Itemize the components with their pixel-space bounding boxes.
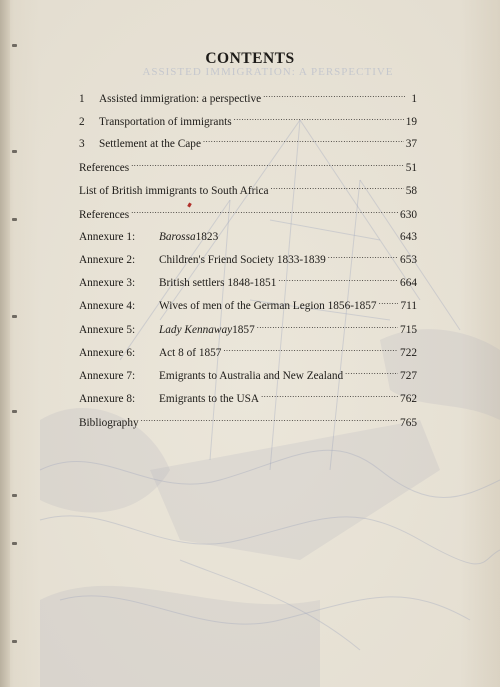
toc-entry-title: Settlement at the Cape	[99, 138, 201, 150]
toc-entry-page: 1	[411, 93, 417, 105]
toc-entry-title: Lady Kennaway	[159, 324, 233, 336]
toc-entry[interactable]	[79, 131, 417, 150]
toc-entry-number: 3	[79, 138, 85, 150]
toc-entry[interactable]	[79, 202, 417, 221]
dot-leader	[203, 131, 404, 147]
dot-leader	[345, 363, 398, 379]
toc-entry-title: Assisted immigration: a perspective	[99, 93, 262, 105]
toc-entry-title: References	[79, 209, 130, 221]
dot-leader	[234, 109, 404, 125]
toc-entry[interactable]	[79, 293, 417, 312]
annexure-label: Annexure 3:	[79, 277, 136, 289]
toc-entry[interactable]	[79, 363, 417, 382]
dot-leader	[141, 410, 398, 426]
annexure-label: Annexure 8:	[79, 393, 136, 405]
watermark-title: ASSISTED IMMIGRATION: A PERSPECTIVE	[142, 66, 394, 78]
toc-entry[interactable]	[79, 86, 417, 105]
toc-entry-page: 37	[405, 138, 417, 150]
toc-entry-page: 722	[400, 347, 417, 359]
toc-entry-title: Emigrants to Australia and New Zealand	[159, 370, 344, 382]
dot-leader	[278, 270, 398, 286]
toc-entry-title: List of British immigrants to South Africa	[79, 185, 269, 197]
toc-entry[interactable]	[79, 270, 417, 289]
toc-entry-page: 19	[405, 116, 417, 128]
toc-entry-title: References	[79, 162, 130, 174]
toc-entry-title-suffix: 1857	[232, 324, 255, 336]
toc-entry[interactable]	[79, 386, 417, 405]
annexure-label: Annexure 7:	[79, 370, 136, 382]
toc-entry-title: Act 8 of 1857	[159, 347, 222, 359]
dot-leader	[257, 317, 398, 333]
toc-entry-title: Emigrants to the USA	[159, 393, 260, 405]
toc-entry-number: 1	[79, 93, 85, 105]
toc-entry[interactable]	[79, 155, 417, 174]
annexure-label: Annexure 1:	[79, 231, 136, 243]
toc-entry[interactable]	[79, 340, 417, 359]
toc-entry-page: 762	[400, 393, 417, 405]
page-title: CONTENTS	[205, 50, 295, 67]
toc-entry-title: Wives of men of the German Legion 1856-1857	[159, 300, 377, 312]
dot-leader	[223, 340, 398, 356]
toc-entry[interactable]	[79, 109, 417, 128]
toc-entry-title: British settlers 1848-1851	[159, 277, 277, 289]
dot-leader	[131, 202, 398, 218]
toc-entry-page: 58	[405, 185, 417, 197]
dot-leader	[261, 386, 398, 402]
dot-leader	[379, 293, 399, 309]
annexure-label: Annexure 6:	[79, 347, 136, 359]
toc-entry[interactable]	[79, 317, 417, 336]
toc-entry-title: Bibliography	[79, 417, 139, 429]
toc-entry-page: 715	[400, 324, 417, 336]
toc-entry-title: Children's Friend Society 1833-1839	[159, 254, 326, 266]
toc-entry[interactable]	[79, 178, 417, 197]
toc-entry[interactable]	[79, 224, 417, 243]
toc-entry-page: 51	[405, 162, 417, 174]
toc-entry-page: 630	[400, 209, 417, 221]
toc-entry-page: 711	[400, 300, 417, 312]
toc-entry[interactable]	[79, 410, 417, 429]
annexure-label: Annexure 2:	[79, 254, 136, 266]
toc-entry[interactable]	[79, 247, 417, 266]
toc-entry-page: 653	[400, 254, 417, 266]
annexure-label: Annexure 5:	[79, 324, 136, 336]
toc-entry-title: Barossa	[159, 231, 196, 243]
annexure-label: Annexure 4:	[79, 300, 136, 312]
toc-entry-page: 643	[400, 231, 417, 243]
toc-entry-page: 765	[400, 417, 417, 429]
toc-entry-page: 664	[400, 277, 417, 289]
dot-leader	[263, 86, 405, 102]
toc-entry-title: Transportation of immigrants	[99, 116, 232, 128]
dot-leader	[271, 178, 404, 194]
toc-entry-title-suffix: 1823	[195, 231, 219, 243]
dot-leader	[328, 247, 398, 263]
toc-entry-number: 2	[79, 116, 85, 128]
dot-leader	[131, 155, 404, 171]
toc-entry-page: 727	[400, 370, 417, 382]
